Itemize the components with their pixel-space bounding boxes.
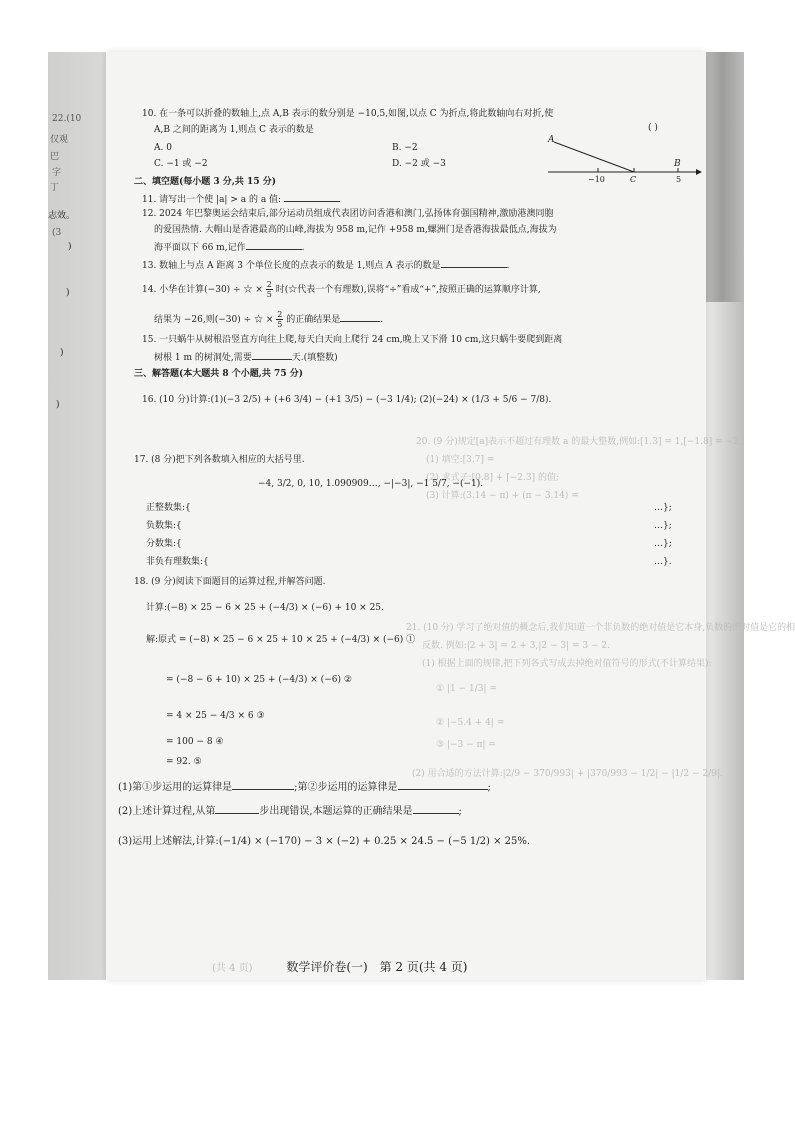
q12-text: 海平面以下 66 m,记作 — [154, 243, 246, 253]
section-2-heading: 二、填空题(每小题 3 分,共 15 分) — [134, 177, 276, 187]
left-margin-text: ) — [56, 400, 60, 410]
q14-text: 时(☆代表一个有理数),误将“÷”看成“+”,按照正确的运算顺序计算, — [275, 285, 541, 295]
left-margin-text: 字 — [52, 168, 62, 178]
ghost-text: (3) 计算:(3.14 − π) + (π − 3.14) = — [426, 491, 579, 501]
answer-blank[interactable] — [246, 240, 302, 250]
option-b: B. −2 — [392, 143, 418, 153]
fraction — [276, 310, 283, 329]
set-end: …}; — [654, 539, 672, 549]
set-negatives: 负数集:{ — [146, 521, 182, 531]
number-line-svg — [546, 132, 706, 184]
option-c: C. −1 或 −2 — [154, 159, 208, 169]
q10-stem: 10. 在一条可以折叠的数轴上,点 A,B 表示的数分别是 −10,5,如图,以点 C 为折点,将此数轴向右对折,使 — [142, 109, 554, 119]
left-margin-text: 丁 — [50, 183, 60, 193]
answer-blank[interactable] — [413, 804, 459, 814]
answer-blank[interactable] — [340, 312, 380, 322]
ghost-text: ② |−5.4 + 4| = — [436, 718, 505, 728]
page-footer — [212, 958, 467, 975]
ghost-text: (2) 求式子:[0.8] + [−2.3] 的值; — [426, 473, 560, 483]
ghost-text: ① |1 − 1/3| = — [436, 684, 497, 694]
fig-label-c: C — [630, 175, 637, 184]
q13-text: 13. 数轴上与点 A 距离 3 个单位长度的点表示的数是 1,则点 A 表示的数是 — [142, 261, 441, 271]
footer-ghost: (共 4 页) — [212, 963, 253, 974]
left-margin-text: 志效。 — [48, 211, 76, 221]
q17-numbers: −4, 3/2, 0, 10, 1.090909…, −|−3|, −1 5/7, −(−1). — [258, 479, 484, 489]
q15-line1: 15. 一只蜗牛从树根沿竖直方向往上爬,每天白天向上爬行 24 cm,晚上又下滑 10 cm,这只蜗牛要爬到距离 — [142, 335, 563, 345]
q14-line2: 结果为 −26,则(−30) ÷ ☆ × $\frac{2}{5}$ 的正确结果是 . — [154, 310, 384, 329]
exam-page — [106, 52, 795, 980]
set-end: …}. — [654, 557, 672, 567]
solution-step-4: = 100 − 8 ④ — [166, 737, 224, 747]
answer-blank[interactable] — [215, 804, 259, 814]
solution-step-3: = 4 × 25 − 4/3 × 6 ③ — [166, 711, 265, 721]
answer-blank[interactable] — [441, 258, 507, 268]
q11-text: 11. 请写出一个使 |a| > a 的 a 值: — [142, 195, 282, 205]
sub1-text: ;第②步运用的运算律是 — [294, 782, 398, 793]
fraction — [266, 280, 273, 299]
option-a: A. 0 — [154, 143, 172, 153]
answer-blank[interactable] — [252, 350, 292, 360]
fig-label-a: A — [548, 135, 555, 145]
sub-question-1 — [118, 780, 491, 794]
left-margin-text: 巴 — [50, 152, 60, 162]
fraction-numerator: 2 — [266, 280, 272, 289]
left-margin-text: 22.(10 — [52, 114, 82, 124]
q11 — [142, 192, 340, 206]
left-margin-text: ) — [66, 288, 70, 298]
set-end: …}; — [654, 503, 672, 513]
q12-line1: 12. 2024 年巴黎奥运会结束后,部分运动员组成代表团访问香港和澳门,弘扬体育强国精神,激励港澳同胞 — [142, 209, 554, 219]
set-nonnegative-rationals: 非负有理数集:{ — [146, 557, 209, 567]
sub1-text: (1)第①步运用的运算律是 — [118, 782, 233, 793]
sub2-text: ; — [458, 806, 462, 817]
ghost-text: ③ |−3 − π| = — [436, 740, 496, 750]
photo-background — [48, 52, 795, 980]
q14-text: 结果为 −26,则(−30) ÷ ☆ × — [154, 315, 274, 325]
fig-label-b: B — [674, 159, 681, 169]
q17: 17. (8 分)把下列各数填入相应的大括号里. — [134, 455, 305, 465]
sub2-text: (2)上述计算过程,从第 — [118, 806, 216, 817]
fraction-denominator: 5 — [266, 290, 272, 299]
answer-blank[interactable] — [284, 192, 340, 202]
q10-stem: A,B 之间的距离为 1,则点 C 表示的数是 — [154, 125, 314, 135]
fraction-numerator: 2 — [277, 310, 283, 319]
answer-blank[interactable] — [232, 780, 294, 790]
q16: 16. (10 分)计算:(1)(−3 2/5) + (+6 3/4) − (+1 3/5) − (−3 1/4); (2)(−24) × (1/3 + 5/6 − 7/8). — [142, 395, 552, 405]
set-positive-integers: 正整数集:{ — [146, 503, 191, 513]
footer-page-number: 第 2 页(共 4 页) — [379, 960, 468, 974]
q12-line3: 海平面以下 66 m,记作 . — [154, 240, 304, 254]
answer-paren: ( ) — [648, 123, 658, 133]
sub2-text: 步出现错误,本题运算的正确结果是 — [259, 806, 413, 817]
ghost-text: (1) 根据上面的规律,把下列各式写成去掉绝对值符号的形式(不计算结果): — [422, 659, 712, 669]
set-end: …}; — [654, 521, 672, 531]
footer-title: 数学评价卷(一) — [286, 960, 368, 974]
ghost-text: 20. (9 分)规定[a]表示不超过有理数 a 的最大整数,例如:[1.3] = 1,[−1.8] = −2. — [416, 437, 742, 447]
q15-line2 — [154, 350, 338, 364]
sub1-text: ; — [487, 782, 491, 793]
section-3-heading: 三、解答题(本大题共 8 个小题,共 75 分) — [134, 369, 303, 379]
solution-step-2: = (−8 − 6 + 10) × 25 + (−4/3) × (−6) ② — [166, 675, 352, 685]
sub-question-3: (3)运用上述解法,计算:(−1/4) × (−170) − 3 × (−2) + 0.25 × 24.5 − (−5 1/2) × 25%. — [118, 836, 531, 847]
ghost-text: (1) 填空:[3.7] = — [426, 455, 495, 465]
q18: 18. (9 分)阅读下面题目的运算过程,并解答问题. — [134, 577, 326, 587]
answer-blank[interactable] — [398, 780, 488, 790]
q15-text: 树根 1 m 的树洞处,需要 — [154, 353, 252, 363]
q14-text: 的正确结果是 — [286, 315, 341, 325]
fraction-denominator: 5 — [277, 320, 283, 329]
option-d: D. −2 或 −3 — [392, 159, 446, 169]
q14-text: 14. 小华在计算(−30) ÷ ☆ × — [142, 285, 263, 295]
solution-step-1: 解:原式 = (−8) × 25 − 6 × 25 + 10 × 25 + (−4/3) × (−6) ① — [146, 635, 416, 645]
left-margin-text: ) — [60, 348, 64, 358]
left-margin-text: (3 — [52, 228, 62, 238]
q13: 13. 数轴上与点 A 距离 3 个单位长度的点表示的数是 1,则点 A 表示的数是 . — [142, 258, 509, 272]
ghost-text: 21. (10 分) 学习了绝对值的概念后,我们知道一个非负数的绝对值是它本身,负数的绝对值是它的相 — [406, 623, 795, 633]
set-fractions: 分数集:{ — [146, 539, 182, 549]
ghost-text: 反数. 例如:|2 + 3| = 2 + 3,|2 − 3| = 3 − 2. — [422, 641, 610, 651]
solution-step-5: = 92. ⑤ — [166, 757, 202, 767]
q12-line2: 的爱国热情. 大帽山是香港最高的山峰,海拔为 958 m,记作 +958 m,螺洲门是香港海拔最低点,海拔为 — [154, 225, 557, 235]
q15-text: 天.(填整数) — [291, 353, 338, 363]
left-margin-text: ) — [68, 242, 72, 252]
sub-question-2 — [118, 804, 462, 818]
ghost-text: (2) 用合适的方法计算:|2/9 − 370/993| + |370/993 − 1/2| − |1/2 − 2/9|. — [412, 769, 723, 779]
fig-label-5: 5 — [676, 175, 682, 184]
q18-calc: 计算:(−8) × 25 − 6 × 25 + (−4/3) × (−6) + 10 × 25. — [146, 603, 384, 613]
fig-label-minus10: −10 — [588, 175, 605, 184]
binder-clip — [701, 52, 744, 302]
left-margin-text: 仅观 — [50, 135, 69, 145]
q14-line1 — [142, 280, 541, 299]
folding-number-line-figure — [546, 132, 706, 188]
